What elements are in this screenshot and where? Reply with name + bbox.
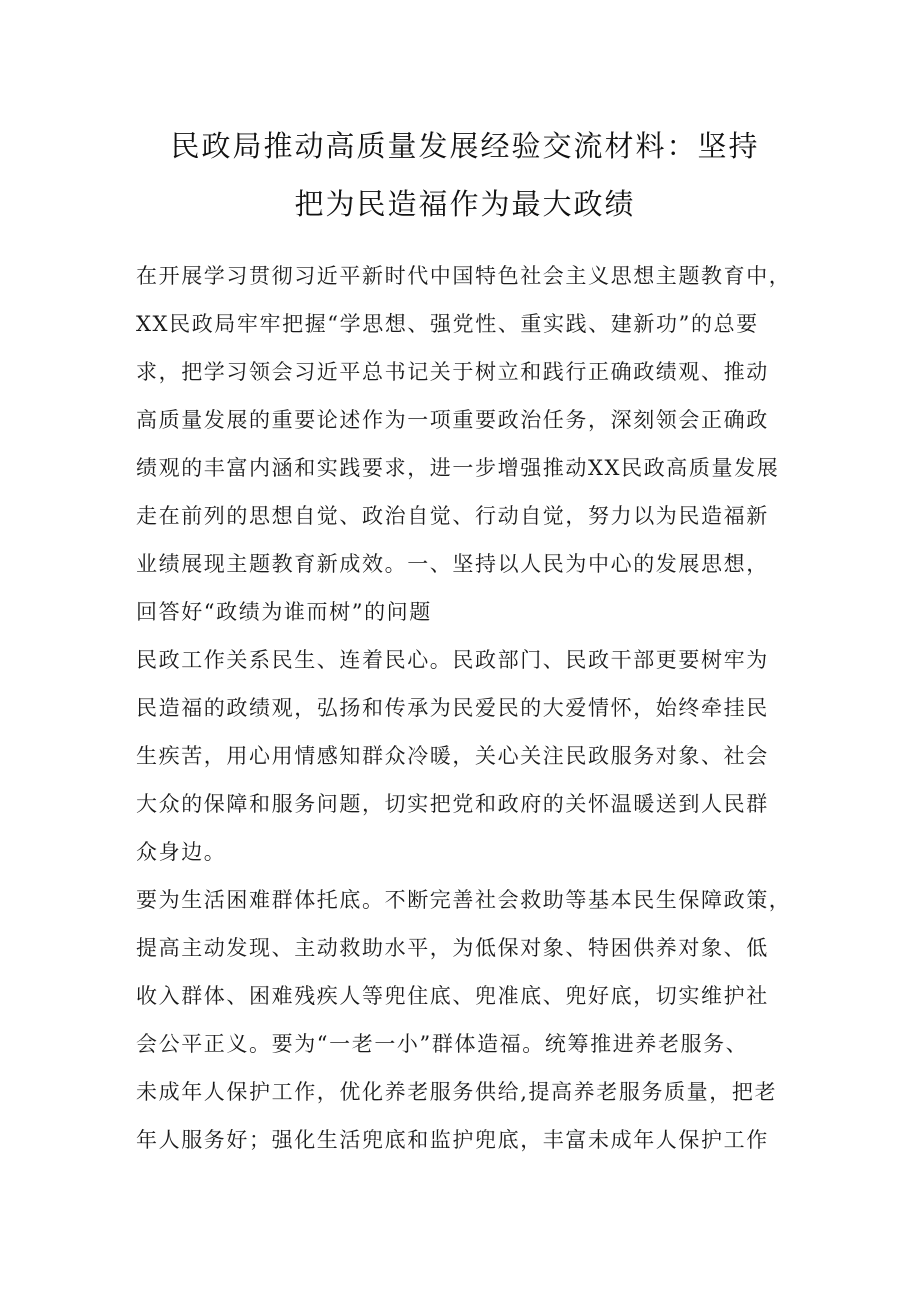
document-title-line-1: 民政局推动高质量发展经验交流材料：坚持 [170, 129, 760, 163]
body-line: 生疾苦，用心用情感知群众冷暖，关心关注民政服务对象、社会 [136, 744, 769, 768]
body-line: 绩观的丰富内涵和实践要求，进一步增强推动XX民政高质量发展 [136, 456, 780, 480]
document-title-line-2: 把为民造福作为最大政绩 [294, 187, 636, 221]
body-line: 要为生活困难群体托底。不断完善社会救助等基本民生保障政策， [136, 888, 792, 912]
body-line: 业绩展现主题教育新成效。一、坚持以人民为中心的发展思想， [136, 552, 769, 576]
body-line: 会公平正义。要为“一老一小”群体造福。统筹推进养老服务、 [136, 1032, 749, 1056]
body-line: 未成年人保护工作，优化养老服务供给,提高养老服务质量，把老 [136, 1080, 778, 1104]
body-line: 众身边。 [136, 840, 227, 864]
body-line: 在开展学习贯彻习近平新时代中国特色社会主义思想主题教育中， [136, 264, 792, 288]
body-line: 高质量发展的重要论述作为一项重要政治任务，深刻领会正确政 [136, 408, 769, 432]
body-line: 民政工作关系民生、连着民心。民政部门、民政干部更要树牢为 [136, 648, 769, 672]
body-line: 求，把学习领会习近平总书记关于树立和践行正确政绩观、推动 [136, 360, 769, 384]
body-line: 大众的保障和服务问题，切实把党和政府的关怀温暖送到人民群 [136, 792, 769, 816]
body-line: 收入群体、困难残疾人等兜住底、兜准底、兜好底，切实维护社 [136, 984, 769, 1008]
section-heading-line: 回答好“政绩为谁而树”的问题 [136, 600, 432, 624]
body-line: XX民政局牢牢把握“学思想、强党性、重实践、建新功”的总要 [136, 312, 759, 336]
body-line: 提高主动发现、主动救助水平，为低保对象、特困供养对象、低 [136, 936, 769, 960]
body-line: 走在前列的思想自觉、政治自觉、行动自觉，努力以为民造福新 [136, 504, 769, 528]
body-line: 年人服务好；强化生活兜底和监护兜底，丰富未成年人保护工作 [136, 1128, 769, 1152]
body-line: 民造福的政绩观，弘扬和传承为民爱民的大爱情怀，始终牵挂民 [136, 696, 769, 720]
